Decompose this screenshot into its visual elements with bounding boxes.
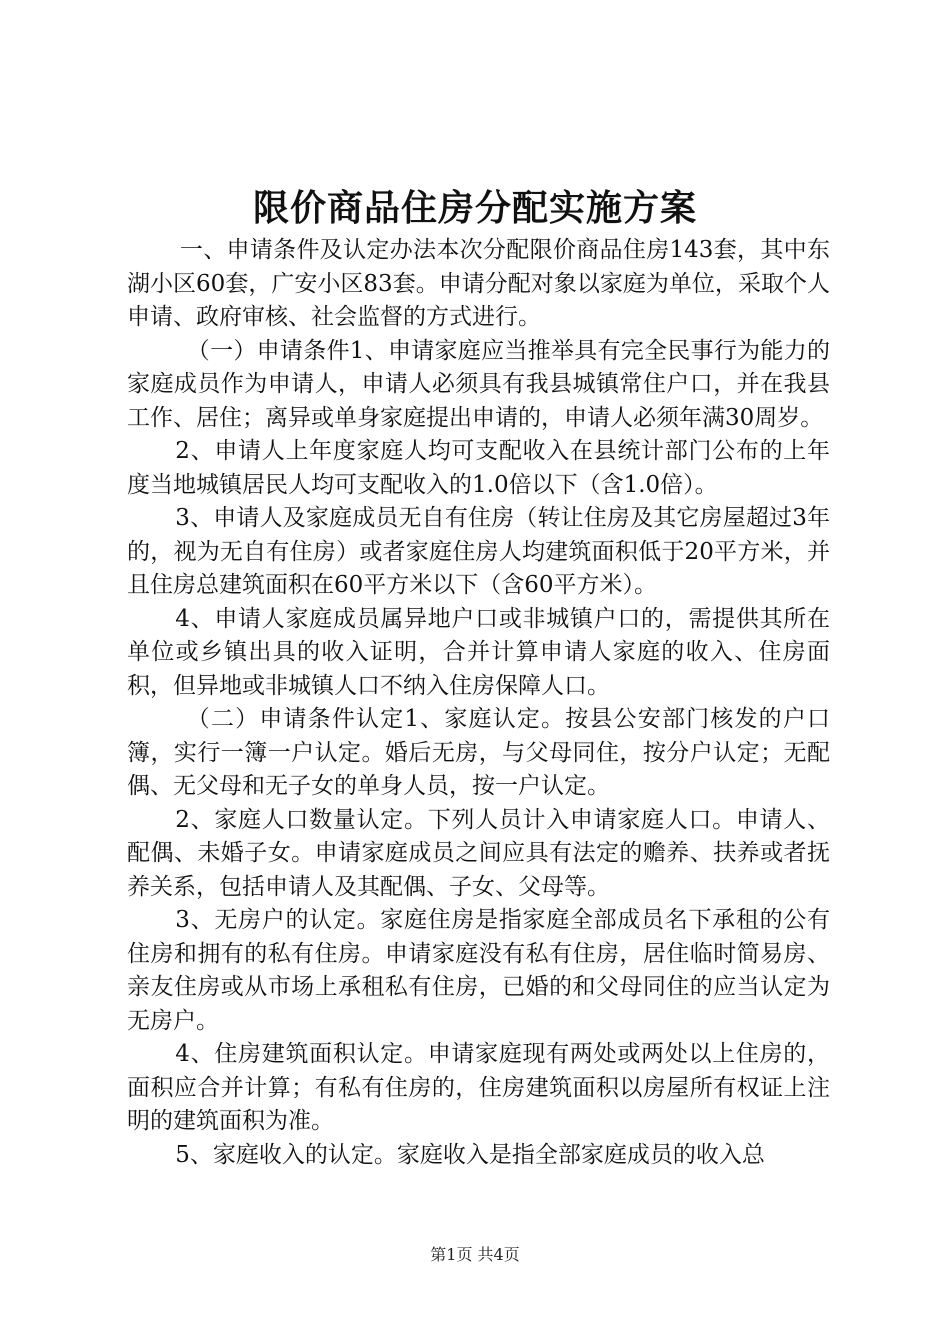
paragraph: 3、申请人及家庭成员无自有住房（转让住房及其它房屋超过3年的，视为无自有住房）或者家庭住房人均建筑面积低于20平方米，并且住房总建筑面积在60平方米以下（含60平方米）。 bbox=[127, 505, 830, 598]
document-title: 限价商品住房分配实施方案 bbox=[252, 187, 697, 229]
paragraph: 2、家庭人口数量认定。下列人员计入申请家庭人口。申请人、配偶、未婚子女。申请家庭成员之间应具有法定的赡养、扶养或者抚养关系，包括申请人及其配偶、子女、父母等。 bbox=[127, 806, 830, 900]
paragraph: 4、申请人家庭成员属异地户口或非城镇户口的，需提供其所在单位或乡镇出具的收入证明，合并计算申请人家庭的收入、住房面积，但异地或非城镇人口不纳入住房保障人口。 bbox=[127, 605, 830, 699]
document-body bbox=[127, 234, 830, 1172]
paragraph: 2、申请人上年度家庭人均可支配收入在县统计部门公布的上年度当地城镇居民人均可支配收入的1.0倍以下（含1.0倍）。 bbox=[127, 438, 830, 498]
paragraph: 4、住房建筑面积认定。申请家庭现有两处或两处以上住房的，面积应合并计算；有私有住房的，住房建筑面积以房屋所有权证上注明的建筑面积为准。 bbox=[127, 1041, 830, 1134]
paragraph: 一、申请条件及认定办法本次分配限价商品住房143套，其中东湖小区60套，广安小区83套。申请分配对象以家庭为单位，采取个人申请、政府审核、社会监督的方式进行。 bbox=[127, 237, 830, 330]
paragraph: （一）申请条件1、申请家庭应当推举具有完全民事行为能力的家庭成员作为申请人，申请人必须具有我县城镇常住户口，并在我县工作、居住；离异或单身家庭提出申请的，申请人必须年满30周岁。 bbox=[127, 337, 830, 431]
paragraph: 3、无房户的认定。家庭住房是指家庭全部成员名下承租的公有住房和拥有的私有住房。申请家庭没有私有住房，居住临时简易房、亲友住房或从市场上承租私有住房，已婚的和父母同住的应当认定为无房户。 bbox=[127, 907, 830, 1034]
page-footer: 第1页 共4页 bbox=[430, 1245, 520, 1264]
paragraph: （二）申请条件认定1、家庭认定。按县公安部门核发的户口簿，实行一簿一户认定。婚后无房，与父母同住，按分户认定；无配偶、无父母和无子女的单身人员，按一户认定。 bbox=[127, 706, 830, 799]
paragraph: 5、家庭收入的认定。家庭收入是指全部家庭成员的收入总 bbox=[175, 1141, 765, 1168]
